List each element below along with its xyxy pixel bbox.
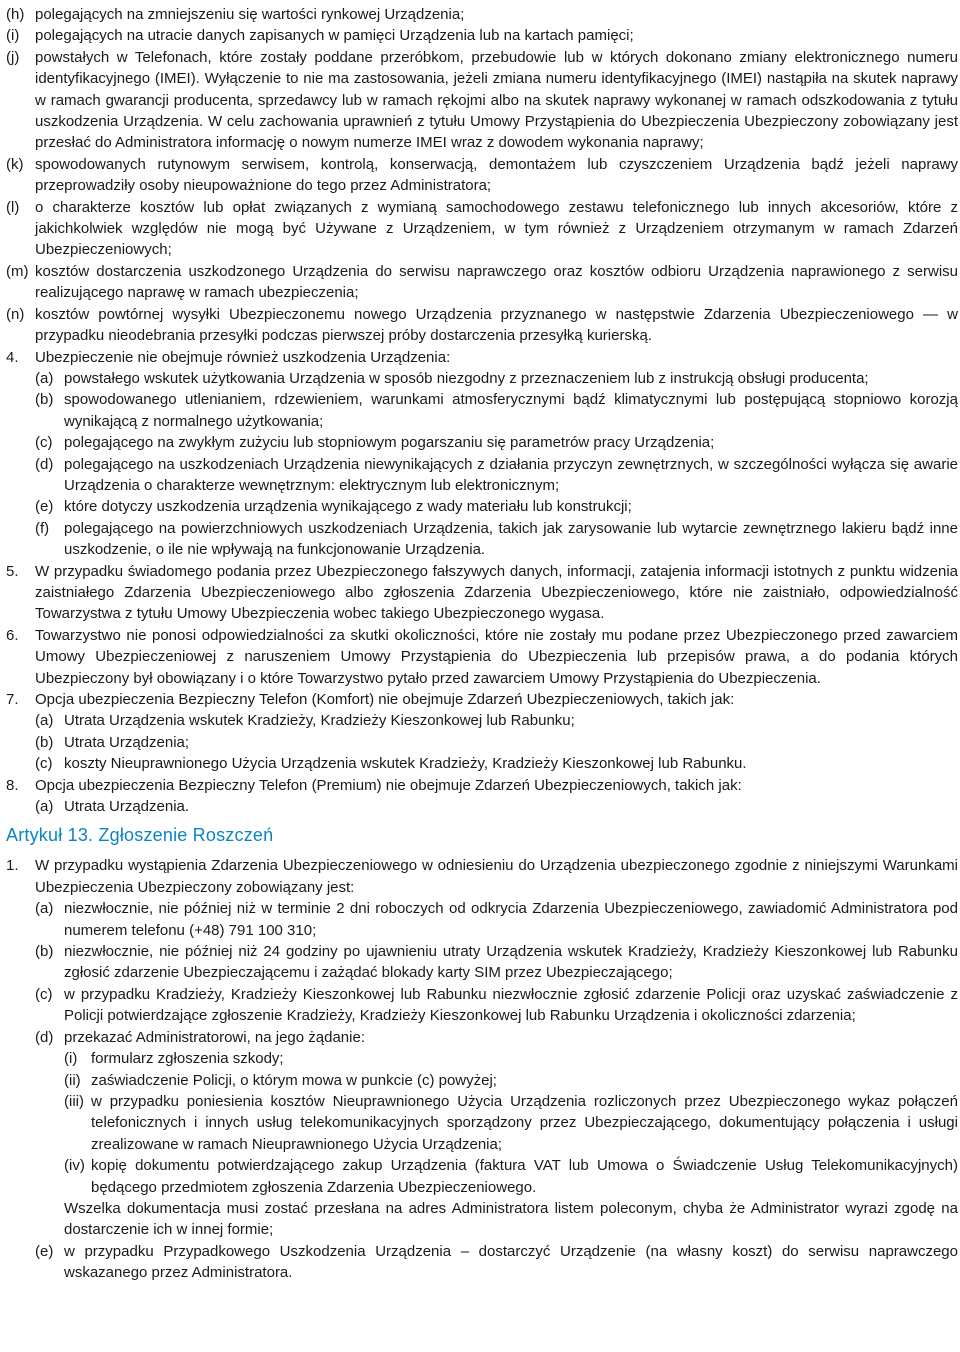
sub-item-label: (i) [64,1050,78,1068]
document-page [0,4,958,1284]
item-text: które dotyczy uszkodzenia urządzenia wynikającego z wady materiału lub konstrukcji; [64,498,632,516]
item-label: (k) [6,155,24,173]
list-item [0,941,958,984]
item-label: (b) [35,943,54,961]
list-item [0,1241,958,1284]
list-item [0,197,958,261]
item-text: przekazać Administratorowi, na jego żądanie: [64,1028,365,1046]
item-label: (c) [35,985,53,1003]
item-text: Utrata Urządzenia; [64,733,190,751]
sub-list-item [0,1070,958,1091]
article-item-1 [0,855,958,898]
list-item [0,984,958,1027]
section-8 [0,775,958,796]
list-item [0,432,958,453]
list-item [0,496,958,517]
item-text: polegających na zmniejszeniu się wartości rynkowej Urządzenia; [35,6,465,23]
list-item [0,154,958,197]
item-label: (a) [35,900,54,918]
item-label: (m) [6,262,29,280]
section-number: 5. [6,562,19,580]
sub-item-label: (iii) [64,1092,84,1110]
list-item [0,4,958,25]
item-text: kosztów dostarczenia uszkodzonego Urządzenia do serwisu naprawczego oraz kosztów odbioru Urządzenia naprawionego z serwisu realizującego naprawę w ramach ubezpieczenia; [35,262,958,302]
section-number: 1. [6,857,19,875]
item-label: (b) [35,733,54,751]
item-label: (a) [35,712,54,730]
section-6 [0,625,958,689]
list-item [0,753,958,774]
item-label: (h) [6,6,25,23]
section-number: 8. [6,776,19,794]
item-text: w przypadku Przypadkowego Uszkodzenia Urządzenia – dostarczyć Urządzenie (na własny koszt) do serwisu naprawczego wskazanego przez Administratora. [64,1242,958,1282]
sub-item-label: (iv) [64,1157,85,1175]
section-7 [0,689,958,710]
list-item [0,710,958,731]
sub-list-item [0,1048,958,1069]
item-text: powstałych w Telefonach, które zostały poddane przeróbkom, przebudowie lub w których dokonano zmiany elektronicznego numeru identyfikacyjnego (IMEI). Wyłączenie to nie ma zastosowania, jeżeli zmiana numeru identyfikacyjnego (IMEI) nastąpiła na skutek naprawy w ramach gwarancji producenta, sprzedawcy lub w ramach rękojmi albo na skutek naprawy wykonanej w ramach odszkodowania z tytułu uszkodzenia Urządzenia. W celu zachowania uprawnień z tytułu Umowy Przystąpienia do Ubezpieczenia Ubezpieczony zobowiązany jest przesłać do Administratora informację o nowym numerze IMEI wraz z dowodem wykonania naprawy; [35,48,958,152]
item-text: polegającego na powierzchniowych uszkodzeniach Urządzenia, takich jak zarysowanie lub wytarcie zewnętrznego lakieru bądź inne uszkodzenie, o ile nie wpływają na funkcjonowanie Urządzenia. [64,519,958,559]
item-text: spowodowanego utlenianiem, rdzewieniem, warunkami atmosferycznymi bądź klimatycznymi lub postępującą stopniowo korozją wynikającą z normalnego użytkowania; [64,391,958,430]
documentation-note: Wszelka dokumentacja musi zostać przesłana na adres Administratora listem poleconym, chyba że Administrator wyrazi zgodę na dostarczenie ich w innej formie; [64,1199,958,1239]
list-item [0,47,958,154]
section-text: Opcja ubezpieczenia Bezpieczny Telefon (Komfort) nie obejmuje Zdarzeń Ubezpieczeniowych, takich jak: [35,691,735,708]
item-text: koszty Nieuprawnionego Użycia Urządzenia wskutek Kradzieży, Kradzieży Kieszonkowej lub Rabunku. [64,755,747,773]
section-number: 7. [6,691,19,708]
item-text: polegającego na zwykłym zużyciu lub stopniowym pogarszaniu się parametrów pracy Urządzenia; [64,434,715,452]
list-item [0,1027,958,1048]
sub-item-text: zaświadczenie Policji, o którym mowa w punkcie (c) powyżej; [91,1071,497,1089]
item-text: polegających na utracie danych zapisanych w pamięci Urządzenia lub na kartach pamięci; [35,27,634,45]
section-4 [0,347,958,368]
section-number: 6. [6,626,19,644]
item-label: (e) [35,498,54,516]
list-item [0,732,958,753]
item-label: (l) [6,198,20,216]
section-number: 4. [6,348,19,366]
list-item [0,454,958,497]
item-label: (a) [35,369,54,387]
item-label: (d) [35,1028,54,1046]
section-text: Ubezpieczenie nie obejmuje również uszkodzenia Urządzenia: [35,348,451,366]
section-5 [0,561,958,625]
item-label: (e) [35,1242,54,1260]
item-text: w przypadku Kradzieży, Kradzieży Kieszonkowej lub Rabunku niezwłocznie zgłosić zdarzenie Policji oraz uzyskać zaświadczenie z Policji potwierdzające zgłoszenie Kradzieży, Kradzieży Kieszonkowej lub Rabunku Urządzenia i okoliczności zdarzenia; [64,985,958,1025]
item-text: Utrata Urządzenia. [64,798,190,816]
section-text: W przypadku wystąpienia Zdarzenia Ubezpieczeniowego w odniesieniu do Urządzenia ubezpieczonego zgodnie z niniejszymi Warunkami Ubezpieczenia Ubezpieczony zobowiązany jest: [35,857,958,896]
list-item [0,796,958,817]
item-text: powstałego wskutek użytkowania Urządzenia w sposób niezgodny z przeznaczeniem lub z instrukcją obsługi producenta; [64,369,869,387]
item-text: kosztów powtórnej wysyłki Ubezpieczonemu nowego Urządzenia przyznanego w następstwie Zdarzenia Ubezpieczeniowego — w przypadku nieodebrania przesyłki podczas pierwszej próby dostarczenia przesyłką kurierską. [35,305,958,345]
sub-list-item [0,1091,958,1155]
section-text: Towarzystwo nie ponosi odpowiedzialności za skutki okoliczności, które nie zostały mu podane przez Ubezpieczonego przed zawarciem Umowy Ubezpieczeniowej z naruszeniem Umowy Przystąpienia do Ubezpieczenia lub przepisów prawa, a do podania których Ubezpieczony był obowiązany i o które Towarzystwo pytało przed zawarciem Umowy Przystąpienia do Ubezpieczenia. [35,626,958,687]
item-text: niezwłocznie, nie później niż w terminie 2 dni roboczych od odkrycia Zdarzenia Ubezpieczeniowego, zawiadomić Administratora pod numerem telefonu (+48) 791 100 310; [64,900,958,939]
item-label: (j) [6,48,20,66]
list-item [0,368,958,389]
list-item [0,261,958,304]
section-text: W przypadku świadomego podania przez Ubezpieczonego fałszywych danych, informacji, zatajenia informacji istotnych z punktu widzenia zaistniałego Zdarzenia Ubezpieczeniowego albo zgłoszenia Zdarzenia Ubezpieczeniowego, które nie zaistniało, odpowiedzialność Towarzystwa z tytułu Umowy Ubezpieczenia wobec takiego Ubezpieczonego wygasa. [35,562,958,623]
item-label: (d) [35,455,54,473]
list-item [0,304,958,347]
item-label: (a) [35,798,54,816]
list-item [0,518,958,561]
item-label: (c) [35,755,53,773]
item-label: (c) [35,434,53,452]
article-heading: Artykuł 13. Zgłoszenie Roszczeń [6,825,274,846]
item-text: niezwłocznie, nie później niż 24 godziny po ujawnieniu utraty Urządzenia wskutek Kradzieży, Kradzieży Kieszonkowej lub Rabunku zgłosić zdarzenie Ubezpieczającemu i zażądać blokady karty SIM przez Ubezpieczającego; [64,943,958,982]
item-text: polegającego na uszkodzeniach Urządzenia niewynikających z działania przyczyn zewnętrznych, w szczególności wyłącza się awarie Urządzenia o charakterze wewnętrznym: elektrycznym lub elektronicznym; [64,455,958,494]
item-text: Utrata Urządzenia wskutek Kradzieży, Kradzieży Kieszonkowej lub Rabunku; [64,712,575,730]
list-item [0,389,958,432]
sub-item-text: kopię dokumentu potwierdzającego zakup Urządzenia (faktura VAT lub Umowa o Świadczenie Usług Telekomunikacyjnych) będącego przedmiotem zgłoszenia Zdarzenia Ubezpieczeniowego. [91,1157,958,1196]
sub-item-text: formularz zgłoszenia szkody; [91,1050,284,1068]
sub-list-item [0,1155,958,1198]
item-text: o charakterze kosztów lub opłat związanych z wymianą samochodowego zestawu telefonicznego lub innych akcesoriów, które z jakichkolwiek względów nie mogą być Używane z Urządzeniem, w tym również z Urządzeniem otrzymanym w ramach Zdarzeń Ubezpieczeniowych; [35,198,958,259]
item-label: (i) [6,27,20,45]
item-text: spowodowanych rutynowym serwisem, kontrolą, konserwacją, demontażem lub czyszczeniem Urządzenia bądź jeżeli naprawy przeprowadziły osoby nieupoważnione do tego przez Administratora; [35,155,958,195]
sub-item-label: (ii) [64,1071,81,1089]
list-item [0,25,958,46]
sub-item-text: w przypadku poniesienia kosztów Nieuprawnionego Użycia Urządzenia rozliczonych przez Ubezpieczonego wykaz połączeń telefonicznych i innych usług telekomunikacyjnych sporządzony przez Ubezpieczającego, dokumentujący połączenia i usługi zrealizowane w ramach Nieuprawnionego Użycia Urządzenia; [91,1092,958,1153]
item-label: (f) [35,519,50,537]
item-label: (n) [6,305,25,323]
list-item [0,898,958,941]
item-label: (b) [35,391,54,409]
section-text: Opcja ubezpieczenia Bezpieczny Telefon (Premium) nie obejmuje Zdarzeń Ubezpieczeniowych, takich jak: [35,776,742,794]
